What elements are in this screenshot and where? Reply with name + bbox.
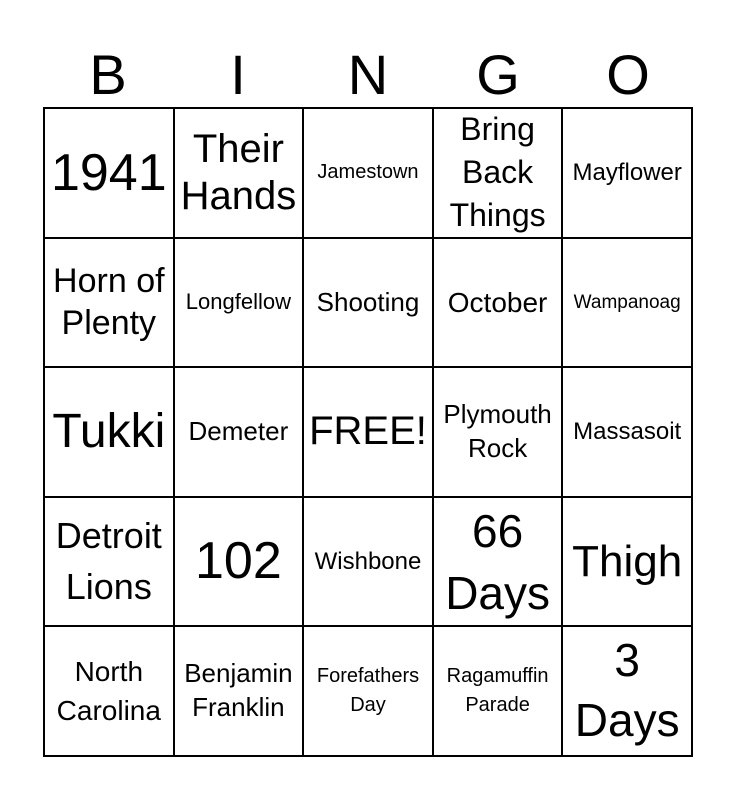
- cell-text: Longfellow: [185, 289, 291, 315]
- cell-text: Tukki: [52, 405, 166, 459]
- header-letter-b: B: [89, 43, 127, 106]
- header-letter-i: I: [230, 43, 246, 106]
- cell-text: Bring Back Things: [449, 111, 546, 234]
- cell-text: Wishbone: [314, 547, 422, 575]
- bingo-cell: [433, 626, 563, 756]
- cell-text: 66 Days: [445, 504, 550, 619]
- header-letter-o: O: [606, 43, 650, 106]
- cell-text: 1941: [50, 143, 167, 202]
- bingo-cell: [303, 626, 433, 756]
- bingo-cell: [44, 238, 174, 368]
- cell-text: October: [447, 286, 548, 318]
- bingo-cell: [174, 108, 304, 238]
- cell-text: Ragamuffin Parade: [446, 665, 549, 717]
- bingo-cell: [174, 367, 304, 497]
- cell-text: Thigh: [572, 536, 683, 586]
- cell-text: Detroit Lions: [55, 515, 162, 607]
- header-letter-n: N: [347, 43, 389, 106]
- header-letter-g: G: [476, 43, 520, 106]
- bingo-cell: [44, 497, 174, 627]
- bingo-cell-free: [303, 367, 433, 497]
- bingo-cell: [174, 238, 304, 368]
- bingo-header: [43, 44, 693, 106]
- cell-text: Demeter: [188, 416, 289, 447]
- bingo-board: [43, 107, 693, 757]
- bingo-cell: [562, 367, 692, 497]
- bingo-cell: [562, 626, 692, 756]
- cell-text: 3 Days: [574, 634, 680, 747]
- bingo-cell: [303, 238, 433, 368]
- cell-text: Plymouth Rock: [443, 399, 552, 463]
- bingo-cell: [44, 626, 174, 756]
- cell-text: 102: [195, 532, 282, 591]
- bingo-cell: [433, 238, 563, 368]
- bingo-cell: [303, 108, 433, 238]
- cell-text: North Carolina: [56, 656, 161, 727]
- bingo-cell: [174, 497, 304, 627]
- bingo-cell: [174, 626, 304, 756]
- cell-text: Wampanoag: [573, 291, 681, 313]
- bingo-cell: [562, 497, 692, 627]
- bingo-cell: [44, 108, 174, 238]
- cell-text: Mayflower: [572, 159, 682, 186]
- bingo-cell: [303, 497, 433, 627]
- bingo-cell: [562, 238, 692, 368]
- cell-text: Forefathers Day: [316, 665, 420, 717]
- cell-text: Shooting: [316, 286, 420, 317]
- bingo-cell: [433, 367, 563, 497]
- bingo-cell: [562, 108, 692, 238]
- cell-text: Their Hands: [180, 126, 297, 218]
- free-space-label: FREE!: [309, 409, 427, 454]
- bingo-cell: [433, 497, 563, 627]
- bingo-cell: [44, 367, 174, 497]
- cell-text: Massasoit: [573, 418, 682, 446]
- cell-text: Horn of Plenty: [53, 261, 165, 343]
- cell-text: Jamestown: [317, 161, 419, 184]
- cell-text: Benjamin Franklin: [184, 658, 293, 723]
- bingo-cell: [433, 108, 563, 238]
